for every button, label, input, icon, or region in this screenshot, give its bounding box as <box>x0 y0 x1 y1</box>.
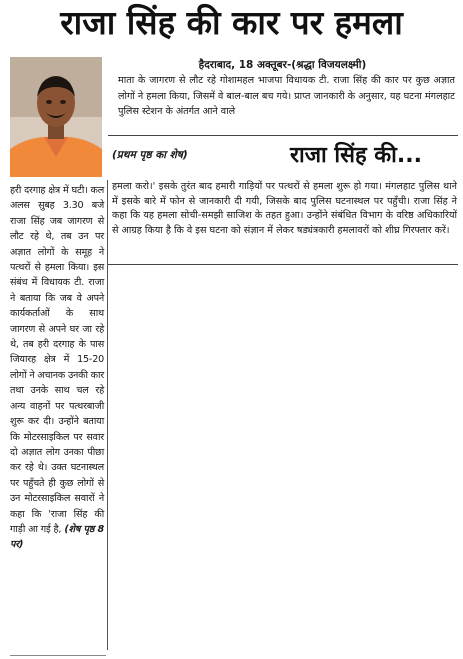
side-column-text: हरी दरगाह क्षेत्र में घटी। कल अलस सुबह 3.30 बजे राजा सिंह जब जागरण से लौट रहे थे, तब उन पर अज्ञात लोगों के समूह ने पत्थरों से हमला किया। इस संबंध में विधायक टी. राजा ने बताया कि जब वे अपने कार्यकर्ताओं के साथ जागरण से अपने घर जा रहे थे, तब हरी दरगाह के पास जियारह क्षेत्र में 15-20 लोगों ने अचानक उनकी कार तथा उनके साथ चल रहे अन्य वाहनों पर पत्थरबाजी शुरू कर दी। उन्होंने बताया कि मोटरसाइकिल पर सवार दो अज्ञात लोग उनका पीछा कर रहे थे। उक्त घटनास्थल पर पहुँचते ही कुछ लोगों से उन मोटरसाइकिल सवारों ने कहा कि 'राजा सिंह की गाड़ी आ गई है, <box>10 185 105 535</box>
headline: राजा सिंह की कार पर हमला <box>60 3 403 42</box>
dateline: हैदराबाद, 18 अक्तूबर-(श्रद्धा विजयलक्ष्मी) <box>198 59 367 71</box>
divider <box>10 655 106 656</box>
continued-title: राजा सिंह की... <box>290 143 422 168</box>
continued-on-page-ref: (शेष पृष्ठ 8 पर) <box>10 523 105 551</box>
continued-label: (प्रथम पृष्ठ का शेष) <box>112 149 188 161</box>
portrait-photo <box>10 57 102 177</box>
column-divider <box>107 180 108 650</box>
intro-paragraph: माता के जागरण से लौट रहे गोशामहल भाजपा विधायक टी. राजा सिंह की कार पर कुछ अज्ञात लोगों ने हमला किया, जिसमें वे बाल-बाल बच गये। प्राप्त जानकारी के अनुसार, यह घटना मंगलहाट पुलिस स्टेशन के अंतर्गत आने वाले <box>118 75 455 117</box>
divider <box>108 135 458 136</box>
continued-paragraph: हमला करो।' इसके तुरंत बाद हमारी गाड़ियों पर पत्थरों से हमला शुरू हो गया। मंगलहाट पुलिस थाने में इसके बारे में फोन से जानकारी दी गयी, जिसके बाद पुलिस घटनास्थल पर पहुँची। राजा सिंह ने कहा कि यह हमला सोची-समझी साजिश के तहत हुआ। उन्होंने संबंधित विभाग के वरिष्ठ अधिकारियों से आग्रह किया है कि वे इस घटना को संज्ञान में लेकर षड्यंत्रकारी हमलावरों को शीघ्र गिरफ्तार करें। <box>112 181 457 236</box>
divider <box>108 264 458 265</box>
side-column <box>10 183 104 553</box>
